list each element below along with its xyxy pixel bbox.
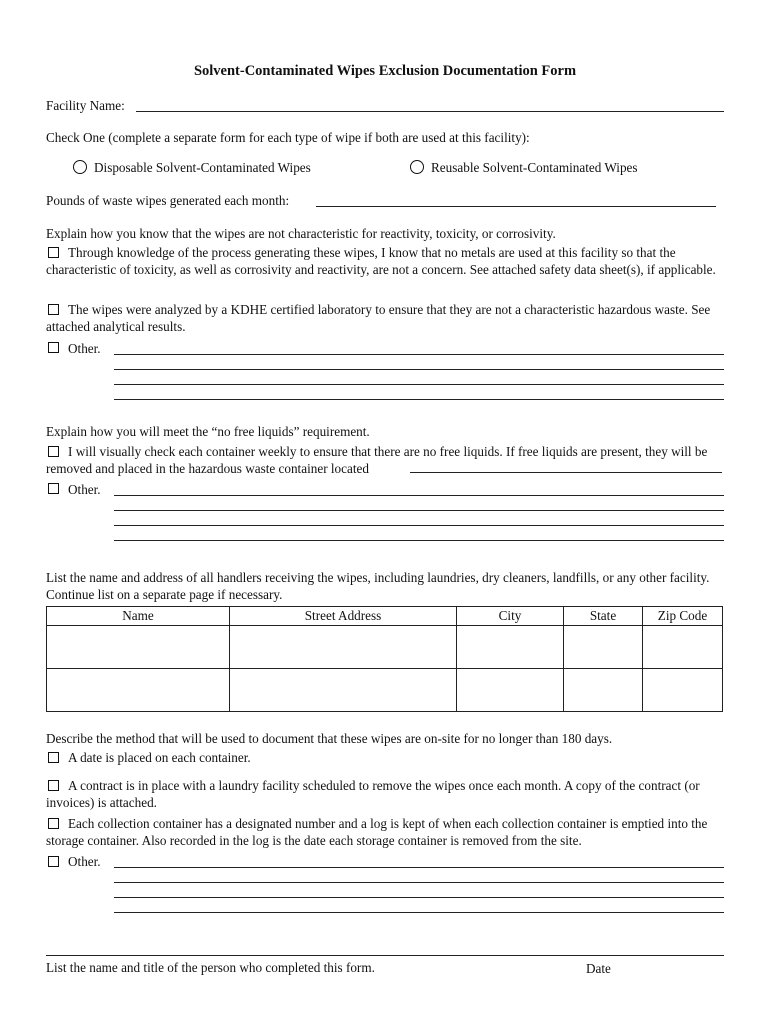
signature-line[interactable] [46,955,724,956]
column-header-city: City [457,607,564,626]
name-title-label: List the name and title of the person who completed this form. [46,960,375,975]
handler-zip-cell[interactable] [643,669,723,712]
handler-zip-cell[interactable] [643,626,723,669]
handler-name-cell[interactable] [47,626,230,669]
characteristic-other-line-3[interactable] [114,384,724,385]
characteristic-other-checkbox[interactable] [48,342,59,353]
lab-analysis-option-text: The wipes were analyzed by a KDHE certified laboratory to ensure that they are not a characteristic hazardous waste. See attached analytical results. [46,302,711,334]
disposable-wipes-radio[interactable] [73,160,87,174]
onsite-prompt: Describe the method that will be used to document that these wipes are on-site for no longer than 180 days. [46,731,613,746]
free-liquids-other-line-3[interactable] [114,525,724,526]
handlers-header-row [47,607,723,626]
handler-city-cell[interactable] [457,626,564,669]
free-liquids-other-label: Other. [68,482,101,497]
handler-city-cell[interactable] [457,669,564,712]
facility-name-label: Facility Name: [46,98,125,113]
handlers-prompt: List the name and address of all handlers receiving the wipes, including laundries, dry cleaners, landfills, or any other facility. Continue list on a separate page if necessary. [46,570,710,602]
onsite-other-checkbox[interactable] [48,856,59,867]
handler-street-cell[interactable] [230,626,457,669]
characteristic-prompt: Explain how you know that the wipes are not characteristic for reactivity, toxicity, or corrosivity. [46,226,556,241]
reusable-wipes-label: Reusable Solvent-Contaminated Wipes [431,160,638,175]
column-header-state: State [564,607,643,626]
onsite-other-line-3[interactable] [114,897,724,898]
onsite-other-line-1[interactable] [114,867,724,868]
log-option-text: Each collection container has a designated number and a log is kept of when each collection container is emptied into the storage container. Also recorded in the log is the date each storage container is removed from the site. [46,816,708,848]
pounds-label: Pounds of waste wipes generated each month: [46,193,290,208]
free-liquids-other-line-4[interactable] [114,540,724,541]
contract-option-text: A contract is in place with a laundry facility scheduled to remove the wipes once each month. A copy of the contract (or invoices) is attached. [46,778,700,810]
table-row [47,626,723,669]
characteristic-other-label: Other. [68,341,101,356]
characteristic-other-line-4[interactable] [114,399,724,400]
date-container-checkbox[interactable] [48,752,59,763]
free-liquids-other-line-2[interactable] [114,510,724,511]
handler-street-cell[interactable] [230,669,457,712]
date-container-label: A date is placed on each container. [68,750,251,765]
onsite-other-label: Other. [68,854,101,869]
column-header-zip-code: Zip Code [643,607,723,626]
knowledge-option-text: Through knowledge of the process generating these wipes, I know that no metals are used at this facility so that the characteristic of toxicity, as well as corrosivity and reactivity, are not a concern. See attached safety data sheet(s), if applicable. [46,245,716,277]
free-liquids-other-checkbox[interactable] [48,483,59,494]
characteristic-other-line-2[interactable] [114,369,724,370]
pounds-field[interactable] [316,206,716,207]
handler-name-cell[interactable] [47,669,230,712]
form-title: Solvent-Contaminated Wipes Exclusion Documentation Form [193,63,577,79]
onsite-other-line-4[interactable] [114,912,724,913]
characteristic-other-line-1[interactable] [114,354,724,355]
handler-state-cell[interactable] [564,626,643,669]
handlers-table [46,606,723,712]
check-one-instruction: Check One (complete a separate form for each type of wipe if both are used at this facility): [46,130,530,145]
column-header-name: Name [47,607,230,626]
disposable-wipes-label: Disposable Solvent-Contaminated Wipes [94,160,311,175]
column-header-street-address: Street Address [230,607,457,626]
hazardous-container-location-field[interactable] [410,472,722,473]
free-liquids-other-line-1[interactable] [114,495,724,496]
visual-check-option-text: I will visually check each container weekly to ensure that there are no free liquids. If free liquids are present, they will be removed and placed in the hazardous waste container located [46,444,708,476]
facility-name-field[interactable] [136,111,724,112]
handler-state-cell[interactable] [564,669,643,712]
table-row [47,669,723,712]
free-liquids-prompt: Explain how you will meet the “no free liquids” requirement. [46,424,370,439]
date-label: Date [586,961,611,976]
onsite-other-line-2[interactable] [114,882,724,883]
reusable-wipes-radio[interactable] [410,160,424,174]
